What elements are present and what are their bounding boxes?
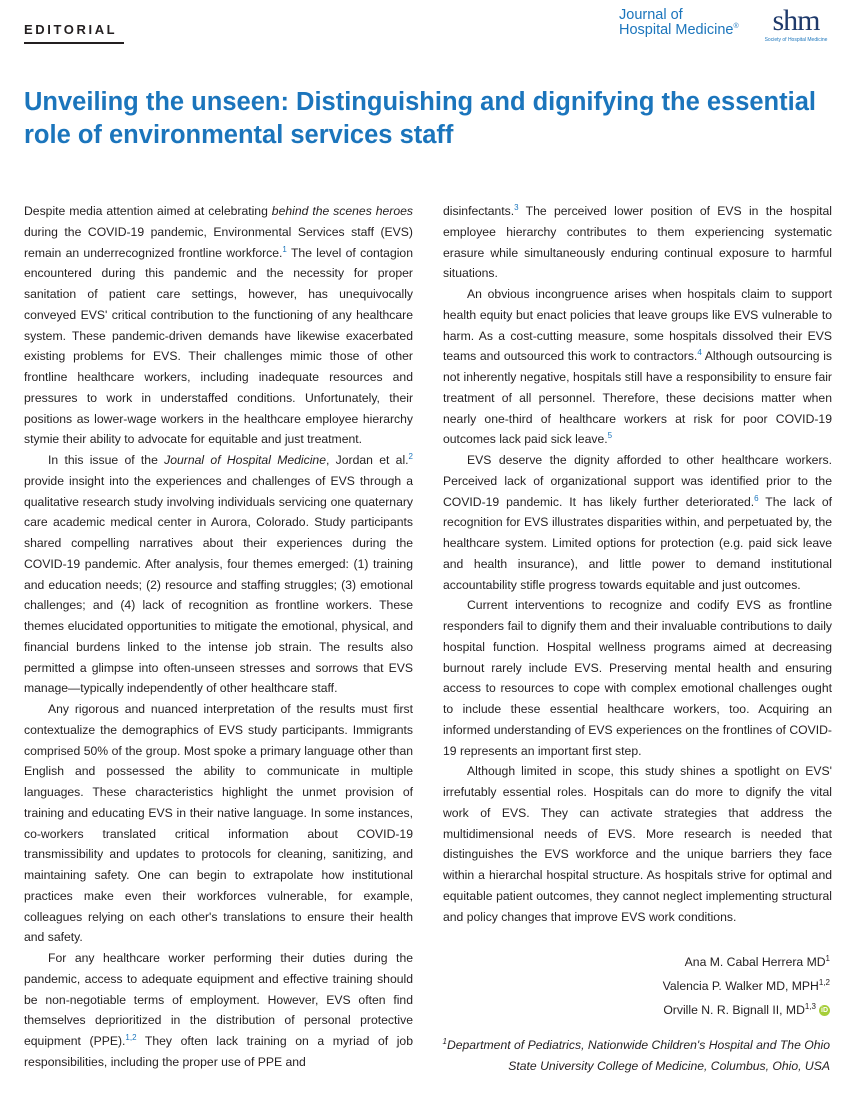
citation-ref[interactable]: 1,2 bbox=[125, 1032, 137, 1042]
society-logo-name: Society of Hospital Medicine bbox=[764, 37, 828, 43]
journal-logo-line2: Hospital Medicine® bbox=[619, 22, 739, 39]
paragraph-4: For any healthcare worker performing their duties during the pandemic, access to adequate equipment and effective training should be non-negotiable terms of employment. However, EVS often find themselves deprioritized in the distribution of personal protective equipment (PPE).$^{1,2}$ They often lack training on a myriad of job responsibilities, including the proper use of PPE and bbox=[24, 951, 413, 1069]
citation-ref[interactable]: 6 bbox=[754, 493, 759, 503]
author-3: Orville N. R. Bignall II, MD$^{1,3}$ iD bbox=[663, 1001, 828, 1017]
section-label: EDITORIAL bbox=[24, 22, 118, 37]
citation-ref[interactable]: 4 bbox=[697, 348, 702, 358]
paragraph-3: Any rigorous and nuanced interpretation of the results must first contextualize the demographics of EVS study participants. Immigrants comprised 50% of the group. Most spoke a primary language other than English and possessed the ability to communicate in multiple languages. These characteristics highlight the unmet provision of training and educating EVS in their native language. In some instances, co-workers translated critical information about COVID-19 transmissibility and updates to protocols for cleaning, sanitizing, and maintaining safety. One can begin to extrapolate how institutional practices make even their workforces vulnerable, for example, colleagues relying on each other's translations to ensure their health and safety. bbox=[24, 702, 413, 945]
article-title: Unveiling the unseen: Distinguishing and dignifying the essential role of environmental services staff bbox=[24, 88, 816, 149]
journal-logo-line1: Journal of bbox=[619, 7, 683, 23]
registered-mark: ® bbox=[733, 23, 739, 31]
author-2: Valencia P. Walker MD, MPH$^{1,2}$ bbox=[662, 977, 830, 993]
section-rule bbox=[24, 42, 124, 44]
paragraph-8: Current interventions to recognize and codify EVS as frontline responders fail to dignify them and their invaluable contributions to daily hospital function. Hospital wellness programs aimed at decreasing burnout rarely include EVS. Preserving mental health and ensuring access to resources to cope with complex emotional challenges ought to include these essential healthcare workers, too. Acquiring an informed understanding of EVS experiences on the frontlines of COVID-19 represents an important first step. bbox=[443, 598, 832, 758]
journal-logo[interactable] bbox=[619, 8, 744, 38]
society-logo-mark: shm bbox=[772, 4, 820, 37]
author-affiliation: $^1$Department of Pediatrics, Nationwide Children's Hospital and The Ohio State University College of Medicine, Columbus, Ohio, USA bbox=[442, 1036, 830, 1073]
orcid-icon[interactable]: iD bbox=[821, 1007, 828, 1015]
paragraph-7: EVS deserve the dignity afforded to other healthcare workers. Perceived lack of organizational support was identified prior to the COVID-19 pandemic. It has likely further deteriorated.$^6$ The lack of recognition for EVS illustrates disparities within, and perpetuated by, the healthcare system. Limited options for protection (e.g. paid sick leave and health insurance), and little power to demand institutional accountability stifle progress towards equitable and just outcomes. bbox=[443, 453, 832, 592]
body-column-left bbox=[24, 201, 413, 1073]
paragraph-9: Although limited in scope, this study shines a spotlight on EVS' irrefutably essential roles. Hospitals can do more to dignify the vital work of EVS. They can activate strategies that address the multidimensional needs of EVS. More research is needed that distinguishes the EVS workforce and the unique barriers they face within a hierarchal hospital structure. As hospitals strive for optimal and equitable patient outcomes, they cannot neglect implementing structural and policy changes that improve EVS work conditions. bbox=[443, 764, 832, 924]
body-column-right bbox=[443, 201, 832, 927]
society-logo[interactable] bbox=[758, 6, 834, 43]
paragraph-5: disinfectants.$^3$ The perceived lower position of EVS in the hospital employee hierarchy contributes to them experiencing systematic erasure while simultaneously enduring continual exposure to harmful situations. bbox=[443, 202, 832, 281]
author-list bbox=[663, 950, 830, 1022]
author-1: Ana M. Cabal Herrera $MD^1$ bbox=[684, 953, 830, 969]
citation-ref[interactable]: 5 bbox=[607, 431, 613, 441]
paragraph-6: An obvious incongruence arises when hospitals claim to support health equity but enact policies that leave groups like EVS vulnerable to harm. As a cost-cutting measure, some hospitals dissolved their EVS teams and outsourced this work to contractors.$^4$ Although outsourcing is not inherently negative, hospitals still have a responsibility to ensure fair treatment of all personnel. Therefore, these decisions matter when nearly one-third of healthcare workers at risk for poor COVID-19 outcomes lack paid sick leave.$^5$ bbox=[443, 287, 832, 447]
citation-ref[interactable]: 3 bbox=[514, 202, 519, 212]
citation-ref[interactable]: 2 bbox=[408, 451, 413, 461]
paragraph-2: In this issue of the Journal of Hospital Medicine, Jordan et al.$^2$ provide insight into the experiences and challenges of EVS through a qualitative research study involving individuals servicing one quaternary care academic medical center in Aurora, Colorado. Study participants shared compelling narratives about their experiences during the COVID-19 pandemic. After analysis, four themes emerged: (1) training and education needs; (2) resource and staffing struggles; (3) emotional challenges; and (4) lack of recognition as frontline workers. These themes elucidated opportunities to mitigate the emotional, physical, and financial burdens linked to the intense job strain. The results also permitted a glimpse into often-unseen stresses and sorrows that EVS manage—typically independently of other healthcare staff. bbox=[24, 451, 413, 696]
paragraph-1: Despite media attention aimed at celebrating behind the scenes heroes during the COVID-19 pandemic, Environmental Services staff (EVS) remain an underrecognized frontline workforce.$^1$ The level of contagion encountered during this pandemic and the necessity for proper sanitation of patient care settings, however, has unequivocally conveyed EVS' critical contribution to the functioning of any healthcare system. These pandemic-driven demands have likewise exacerbated existing problems for EVS. Their challenges mimic those of other frontline healthcare workers, including inadequate resources and pressures to work in understaffed conditions. Unfortunately, their positions as lower-wage workers in the healthcare employee hierarchy stymie their ability to advocate for equitable and just treatment. bbox=[24, 204, 413, 447]
citation-ref[interactable]: 1 bbox=[282, 244, 287, 254]
